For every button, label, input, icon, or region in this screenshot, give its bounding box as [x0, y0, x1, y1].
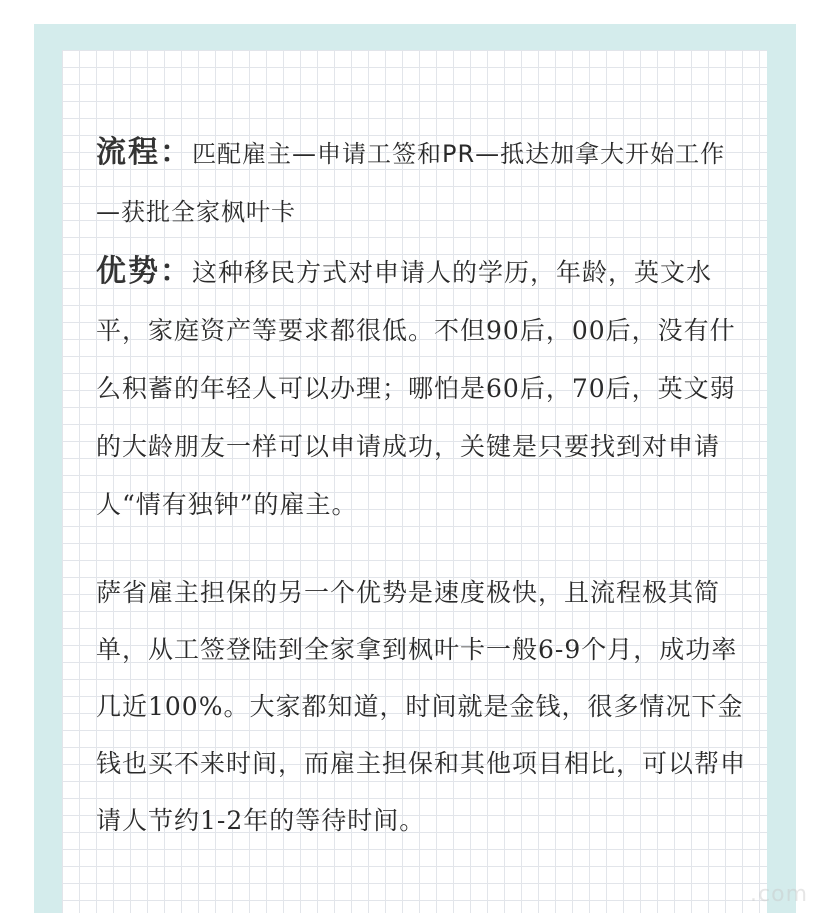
advantage-paragraph: [96, 243, 746, 534]
process-paragraph: [96, 124, 746, 241]
article-content: [96, 128, 746, 849]
watermark: .com: [750, 882, 808, 907]
speed-text: 萨省雇主担保的另一个优势是速度极快，且流程极其简单，从工签登陆到全家拿到枫叶卡一般6-9个月，成功率几近100%。大家都知道，时间就是金钱，很多情况下金钱也买不来时间，而雇主担保和其他项目相比，可以帮申请人节约1-2年的等待时间。: [96, 578, 747, 835]
speed-paragraph: [96, 564, 746, 849]
advantage-text: 这种移民方式对申请人的学历，年龄，英文水平，家庭资产等要求都很低。不但90后，00后，没有什么积蓄的年轻人可以办理；哪怕是60后，70后，英文弱的大龄朋友一样可以申请成功，关键是只要找到对申请人“情有独钟”的雇主。: [96, 258, 736, 519]
advantage-label: 优势：: [96, 254, 192, 289]
process-label: 流程：: [96, 135, 192, 170]
process-text: 匹配雇主—申请工签和PR—抵达加拿大开始工作—获批全家枫叶卡: [96, 140, 726, 226]
